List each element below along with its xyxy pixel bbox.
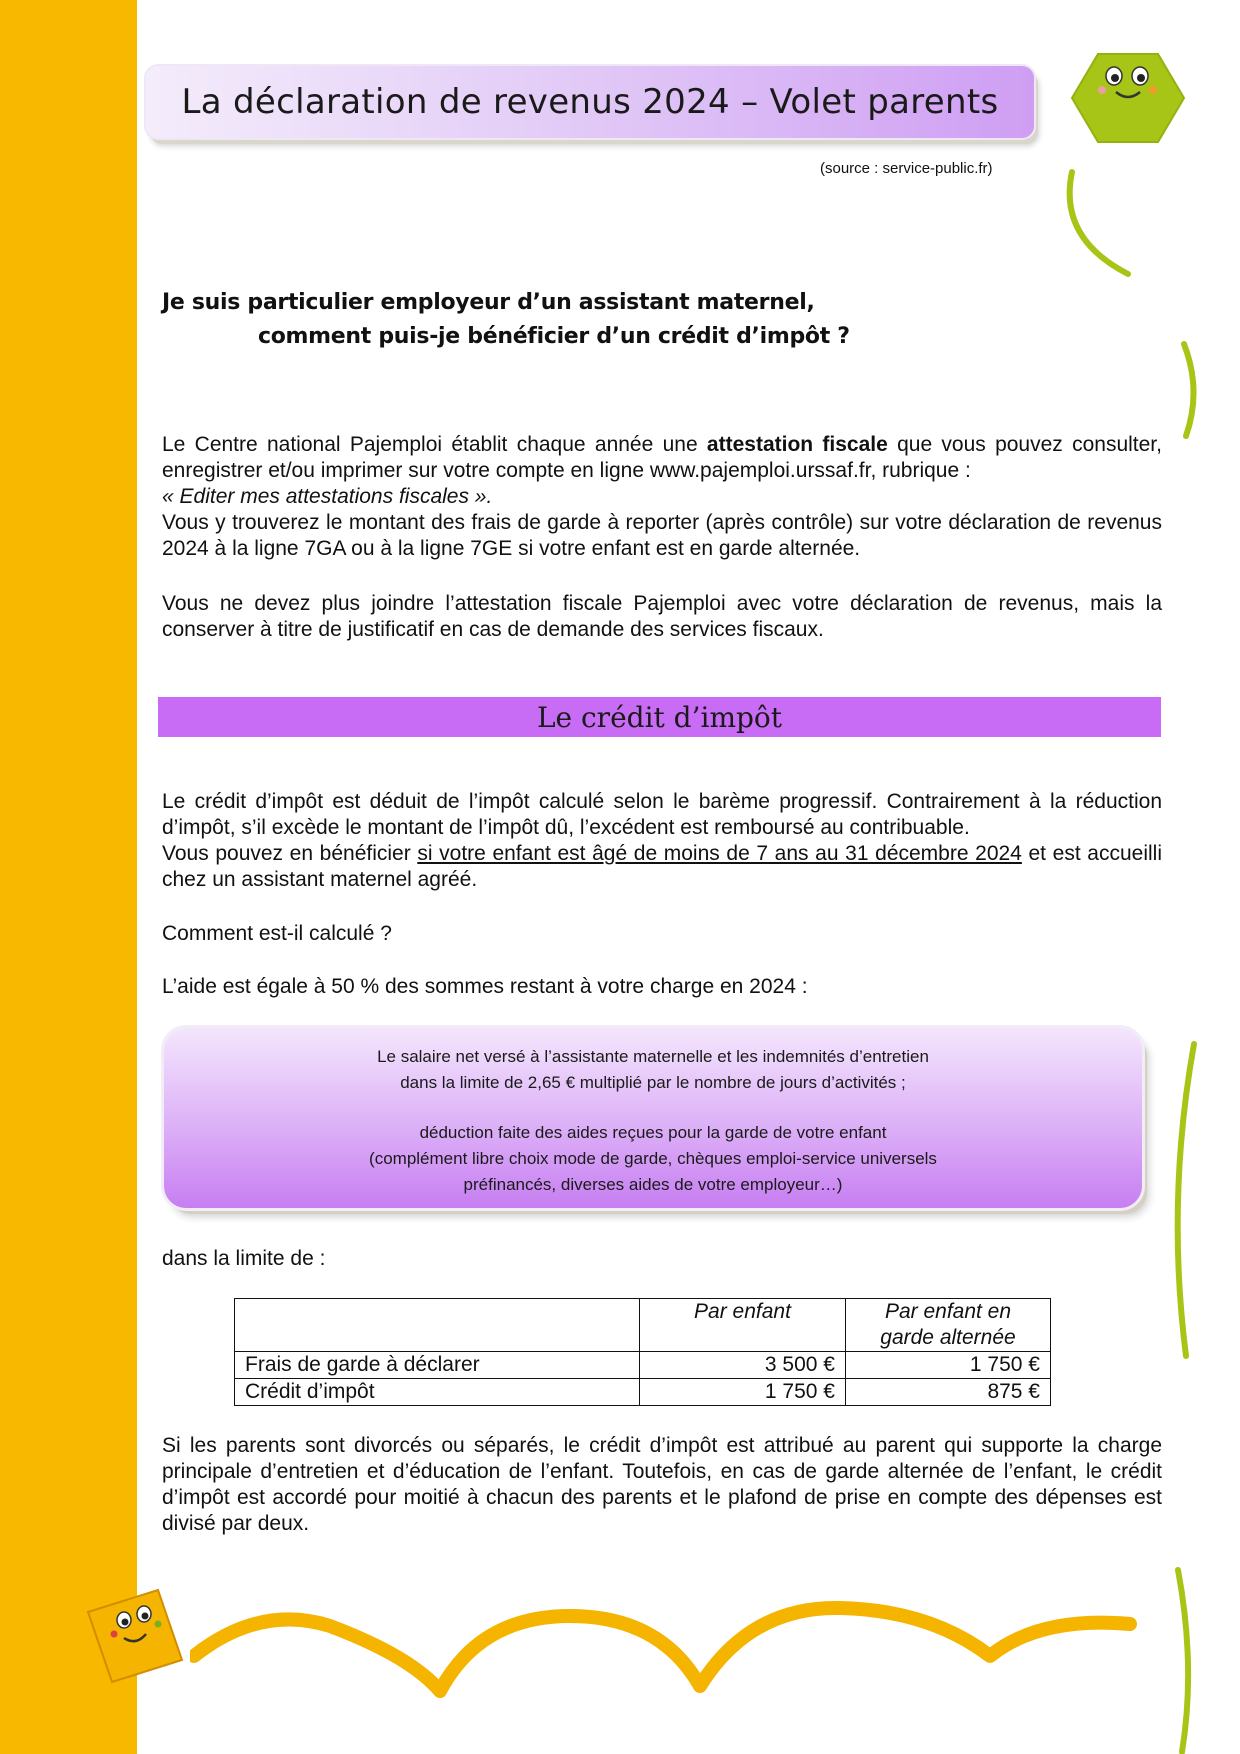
green-arc-bottom (1168, 1566, 1208, 1754)
formula-line-2: dans la limite de 2,65 € multiplié par le nombre de jours d’activités ; (400, 1073, 906, 1092)
how-calculated: Comment est-il calculé ? (162, 922, 392, 945)
row-value-per-child: 3 500 € (640, 1352, 846, 1379)
square-mascot-icon (80, 1582, 190, 1692)
green-arc-lower (1164, 1040, 1204, 1360)
formula-line-5: préfinancés, diverses aides de votre employeur…) (463, 1175, 843, 1194)
intro-bold: attestation fiscale (706, 433, 888, 456)
row-label: Frais de garde à déclarer (235, 1352, 640, 1379)
question-heading (162, 286, 850, 354)
section-title: Le crédit d’impôt (536, 700, 783, 734)
formula-box (164, 1028, 1142, 1208)
intro-italic: « Editer mes attestations fiscales ». (162, 485, 493, 508)
intro-text-b: que vous pouvez consulter, enregistrer et/ou imprimer sur votre compte en ligne www.pajemploi.urssaf.fr, rubrique : (162, 433, 1162, 482)
formula-line-3: déduction faite des aides reçues pour la garde de votre enfant (419, 1123, 887, 1142)
table-header-empty (235, 1299, 640, 1352)
green-arc-top (1058, 168, 1138, 278)
table-header-per-child: Par enfant (640, 1299, 846, 1352)
formula-line-4: (complément libre choix mode de garde, chèques emploi-service universels (369, 1149, 937, 1168)
source-note: (source : service-public.fr) (820, 160, 993, 177)
table-header-alternate: Par enfant en garde alternée (846, 1299, 1051, 1352)
page-title: La déclaration de revenus 2024 – Volet parents (181, 82, 999, 122)
credit-paragraph (162, 789, 1162, 893)
intro-paragraph-3: Vous ne devez plus joindre l’attestation fiscale Pajemploi avec votre déclaration de revenus, mais la conserver à titre de justificatif en cas de demande des services fiscaux. (162, 592, 1162, 641)
limit-intro: dans la limite de : (162, 1247, 326, 1270)
row-value-alternate: 1 750 € (846, 1352, 1051, 1379)
aid-description: L’aide est égale à 50 % des sommes restant à votre charge en 2024 : (162, 975, 808, 998)
intro-paragraph-1 (162, 432, 1162, 562)
row-label: Crédit d’impôt (235, 1379, 640, 1406)
intro-text-a: Le Centre national Pajemploi établit chaque année une (162, 433, 707, 456)
table-row (235, 1352, 1051, 1379)
yellow-wave-decoration (190, 1596, 1150, 1706)
green-arc-mid (1176, 340, 1206, 440)
credit-text-2a: Vous pouvez en bénéficier (162, 842, 418, 865)
row-value-alternate: 875 € (846, 1379, 1051, 1406)
formula-line-1: Le salaire net versé à l’assistante maternelle et les indemnités d’entretien (377, 1047, 929, 1066)
age-condition: si votre enfant est âgé de moins de 7 ans au 31 décembre 2024 (417, 842, 1022, 865)
left-color-band (0, 0, 137, 1754)
table-row (235, 1379, 1051, 1406)
limits-table (234, 1298, 1051, 1406)
closing-paragraph: Si les parents sont divorcés ou séparés, le crédit d’impôt est attribué au parent qui supporte la charge principale d’entretien et d’éducation de l’enfant. Toutefois, en cas de garde alternée de l’enfant, le crédit d’impôt est accordé pour moitié à chacun des parents et le plafond de prise en compte des dépenses est divisé par deux. (162, 1434, 1162, 1535)
credit-text-2b: et est accueilli chez un assistant maternel agréé. (162, 842, 1162, 891)
question-line2: comment puis-je bénéficier d’un crédit d’impôt ? (258, 324, 850, 349)
title-banner (146, 66, 1034, 138)
hexagon-mascot-icon (1068, 48, 1188, 148)
question-line1: Je suis particulier employeur d’un assistant maternel, (162, 290, 815, 315)
row-value-per-child: 1 750 € (640, 1379, 846, 1406)
section-banner (158, 697, 1161, 737)
table-header-row (235, 1299, 1051, 1352)
intro-paragraph-2: Vous y trouverez le montant des frais de garde à reporter (après contrôle) sur votre déclaration de revenus 2024 à la ligne 7GA ou à la ligne 7GE si votre enfant est en garde alternée. (162, 511, 1162, 560)
credit-text-1: Le crédit d’impôt est déduit de l’impôt calculé selon le barème progressif. Contrairement à la réduction d’impôt, s’il excède le montant de l’impôt dû, l’excédent est remboursé au contribuable. (162, 790, 1162, 839)
